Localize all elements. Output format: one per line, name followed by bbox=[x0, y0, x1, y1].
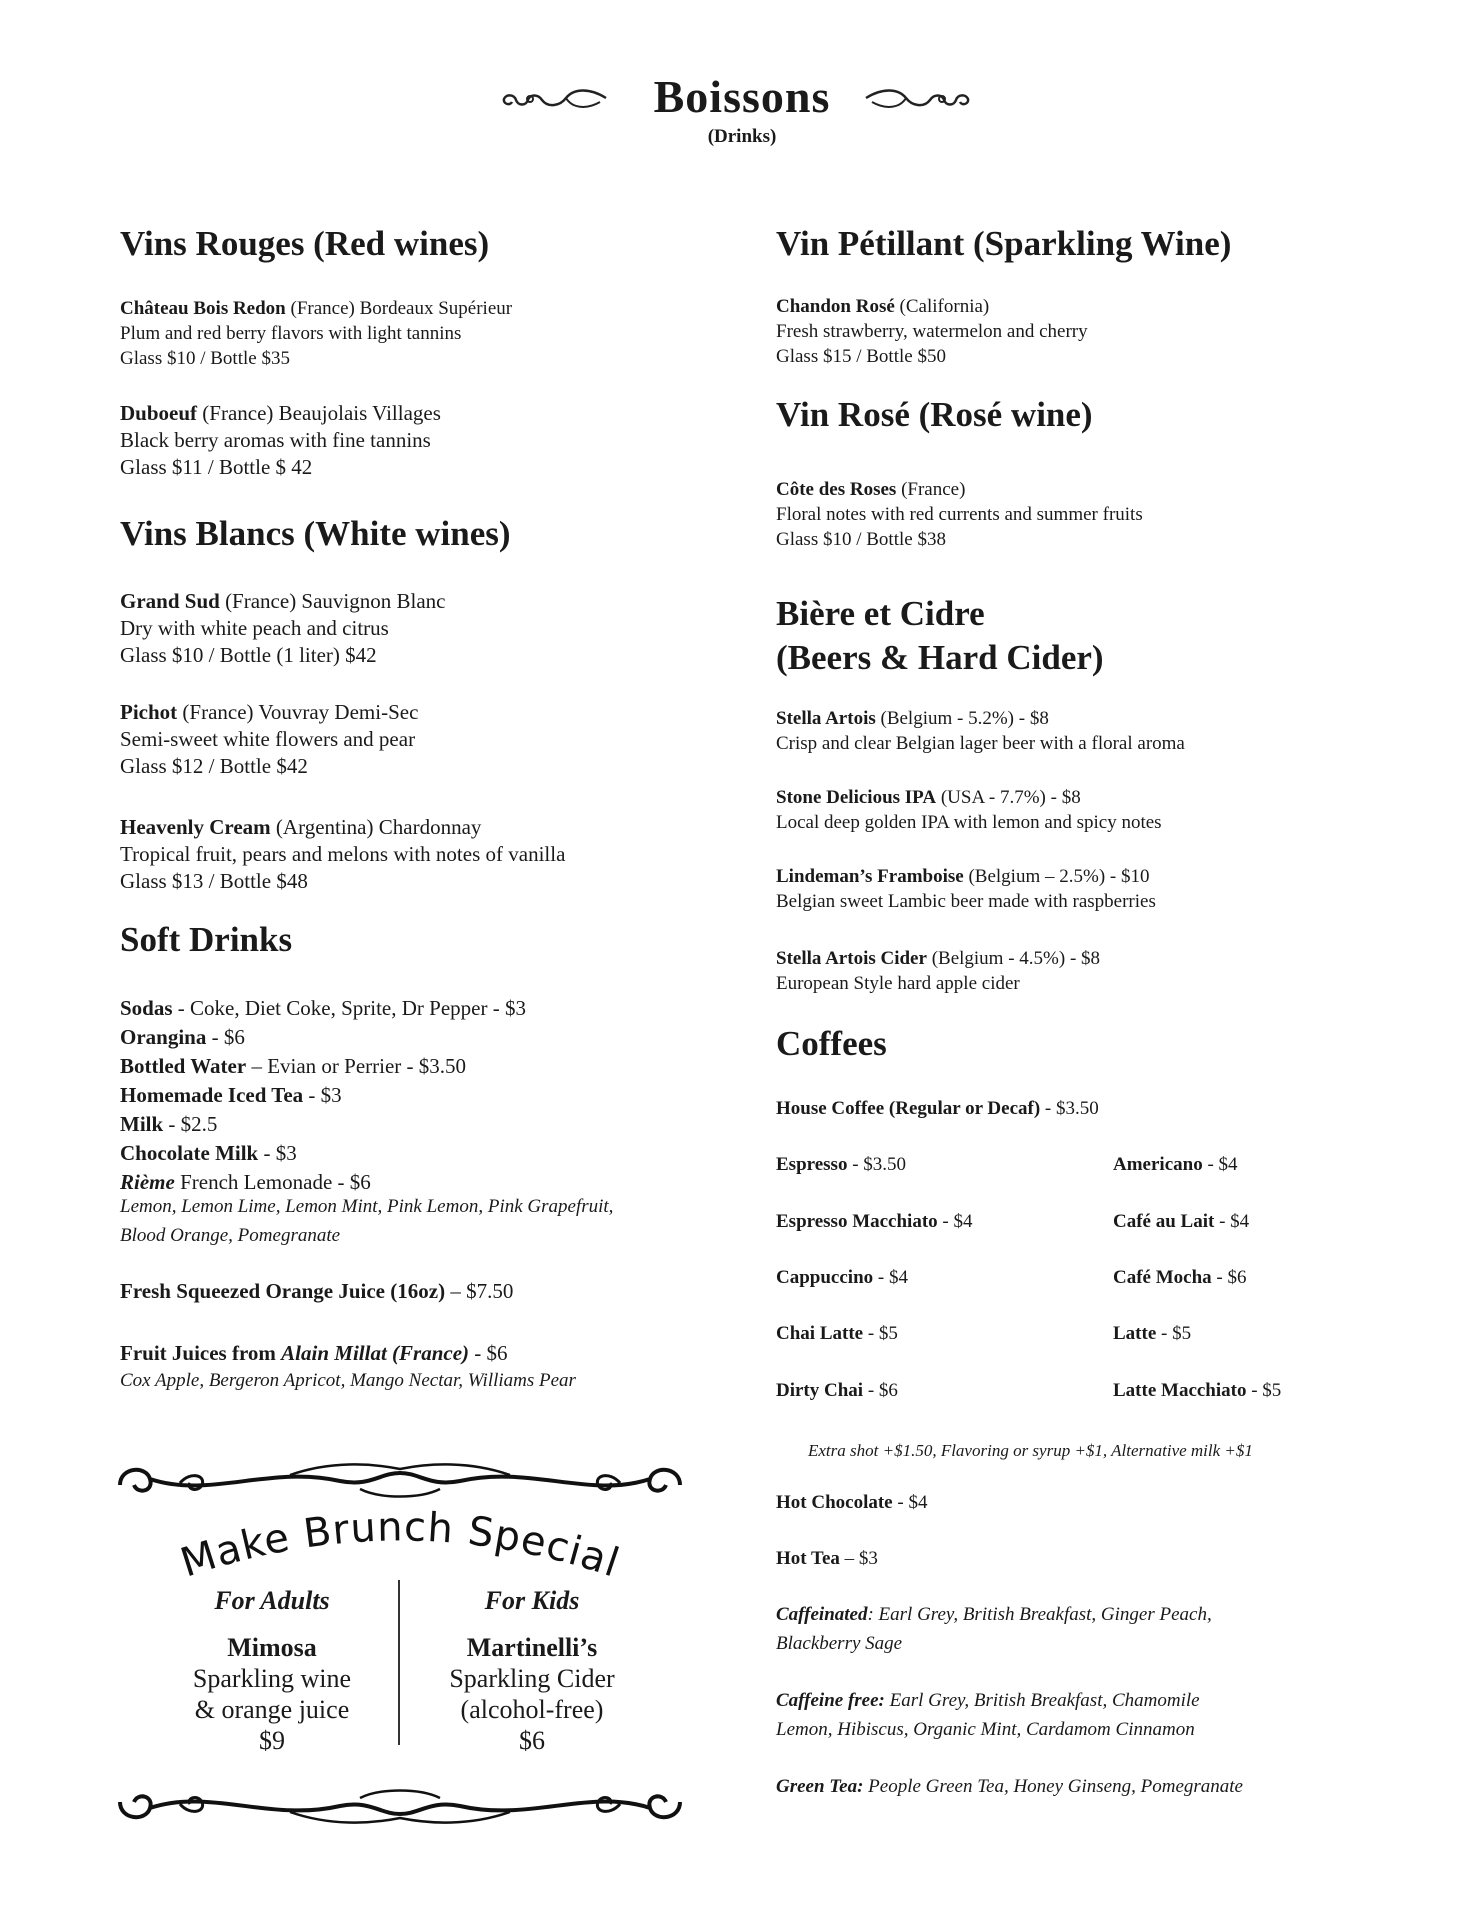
tea-list: Blackberry Sage bbox=[776, 1633, 903, 1654]
item-price: – $7.50 bbox=[445, 1279, 514, 1303]
item-name: Sodas bbox=[120, 996, 173, 1020]
list-item bbox=[120, 1052, 526, 1081]
offer-line: & orange juice bbox=[194, 1695, 350, 1724]
tea-category-label: Caffeine free: bbox=[776, 1690, 885, 1711]
sparkling-heading: Vin Pétillant (Sparkling Wine) bbox=[776, 224, 1232, 263]
item-detail: French Lemonade - $6 bbox=[174, 1170, 371, 1194]
item-detail: (France) Sauvignon Blanc bbox=[219, 589, 446, 613]
list-item bbox=[120, 1139, 526, 1168]
brunch-adults-heading: For Adults bbox=[214, 1586, 330, 1615]
item-detail: (Belgium – 2.5%) - $10 bbox=[963, 866, 1150, 887]
offer-line: Sparkling wine bbox=[192, 1664, 352, 1693]
item-price: - $6 bbox=[1211, 1267, 1247, 1288]
bottom-scroll-ornament bbox=[110, 1772, 690, 1832]
item-brand: Alain Millat (France) bbox=[281, 1341, 470, 1365]
item-price: Glass $10 / Bottle (1 liter) $42 bbox=[120, 643, 377, 667]
list-item bbox=[120, 1081, 526, 1110]
item-description: Dry with white peach and citrus bbox=[120, 616, 389, 640]
item-name: Dirty Chai bbox=[776, 1380, 864, 1401]
tea-category-label: Green Tea: bbox=[776, 1776, 864, 1797]
list-item bbox=[776, 785, 1162, 835]
item-price: Glass $10 / Bottle $35 bbox=[120, 348, 290, 369]
list-item bbox=[776, 946, 1100, 996]
item-name: Duboeuf bbox=[120, 401, 198, 425]
item-name: Latte bbox=[1113, 1323, 1157, 1344]
list-item bbox=[1113, 1152, 1238, 1177]
item-detail: (Belgium - 4.5%) - $8 bbox=[926, 948, 1101, 969]
item-description: European Style hard apple cider bbox=[776, 973, 1020, 994]
item-detail: - Coke, Diet Coke, Sprite, Dr Pepper - $3 bbox=[172, 996, 526, 1020]
item-name: Cappuccino bbox=[776, 1267, 874, 1288]
coffee-extras-note: Extra shot +$1.50, Flavoring or syrup +$1, Alternative milk +$1 bbox=[808, 1441, 1253, 1460]
item-description: Local deep golden IPA with lemon and spicy notes bbox=[776, 812, 1162, 833]
item-detail: (Argentina) Chardonnay bbox=[270, 815, 482, 839]
item-name: Espresso bbox=[776, 1154, 848, 1175]
list-item bbox=[776, 1378, 898, 1403]
right-flourish-ornament bbox=[862, 84, 972, 114]
flavor-line: Lemon, Lemon Lime, Lemon Mint, Pink Lemon, Pink Grapefruit, bbox=[120, 1196, 614, 1217]
svg-text:Make Brunch Special bbox=[175, 1504, 625, 1586]
list-item bbox=[120, 400, 441, 481]
brunch-title-text: Make Brunch Special bbox=[175, 1504, 626, 1587]
item-price: - $5 bbox=[1156, 1323, 1192, 1344]
item-detail: - $6 bbox=[206, 1025, 245, 1049]
item-name: Americano bbox=[1113, 1154, 1203, 1175]
item-price: - $4 bbox=[1202, 1154, 1238, 1175]
caffeine-free-teas bbox=[776, 1686, 1200, 1744]
tea-list: Lemon, Hibiscus, Organic Mint, Cardamom Cinnamon bbox=[776, 1719, 1195, 1740]
item-name: Stone Delicious IPA bbox=[776, 787, 937, 808]
item-name: Fresh Squeezed Orange Juice (16oz) bbox=[120, 1279, 446, 1303]
item-detail: – Evian or Perrier - $3.50 bbox=[246, 1054, 467, 1078]
fruit-juice-flavors: Cox Apple, Bergeron Apricot, Mango Nectar, Williams Pear bbox=[120, 1370, 576, 1391]
list-item bbox=[1113, 1265, 1247, 1290]
beers-heading-line: Bière et Cidre bbox=[776, 594, 985, 633]
item-name: Chocolate Milk bbox=[120, 1141, 259, 1165]
item-detail: - $3 bbox=[303, 1083, 342, 1107]
caffeinated-teas bbox=[776, 1600, 1212, 1658]
lemonade-flavors bbox=[120, 1192, 613, 1250]
item-name: House Coffee (Regular or Decaf) bbox=[776, 1098, 1041, 1119]
beers-heading bbox=[776, 592, 1104, 680]
list-item bbox=[776, 1152, 906, 1177]
soft-drinks-list bbox=[120, 994, 526, 1197]
item-name: Orangina bbox=[120, 1025, 207, 1049]
item-price: - $3.50 bbox=[1040, 1098, 1099, 1119]
item-price: - $4 bbox=[937, 1211, 973, 1232]
rose-heading: Vin Rosé (Rosé wine) bbox=[776, 395, 1093, 434]
item-name: Café Mocha bbox=[1113, 1267, 1212, 1288]
item-price: - $6 bbox=[469, 1341, 508, 1365]
list-item bbox=[1113, 1321, 1191, 1346]
item-price: - $3.50 bbox=[847, 1154, 907, 1175]
list-item bbox=[120, 1110, 526, 1139]
fruit-juice-item bbox=[120, 1340, 508, 1367]
item-name: Pichot bbox=[120, 700, 178, 724]
item-description: Tropical fruit, pears and melons with notes of vanilla bbox=[120, 842, 566, 866]
list-item bbox=[120, 1023, 526, 1052]
item-name: Bottled Water bbox=[120, 1054, 247, 1078]
item-price: - $6 bbox=[863, 1380, 898, 1401]
hot-tea-item bbox=[776, 1546, 878, 1571]
coffees-heading: Coffees bbox=[776, 1024, 887, 1063]
item-detail: (USA - 7.7%) - $8 bbox=[936, 787, 1081, 808]
item-price: Glass $15 / Bottle $50 bbox=[776, 346, 946, 367]
item-name: Rième bbox=[120, 1170, 175, 1194]
item-detail: (France) bbox=[896, 479, 966, 500]
item-detail: - $3 bbox=[258, 1141, 297, 1165]
item-description: Belgian sweet Lambic beer made with raspberries bbox=[776, 891, 1156, 912]
list-item bbox=[120, 296, 512, 371]
item-price: Glass $11 / Bottle $ 42 bbox=[120, 455, 313, 479]
flavor-line: Blood Orange, Pomegranate bbox=[120, 1225, 341, 1246]
list-item bbox=[776, 1209, 973, 1234]
item-name: Stella Artois bbox=[776, 708, 876, 729]
item-name: Grand Sud bbox=[120, 589, 220, 613]
item-price: - $5 bbox=[1246, 1380, 1282, 1401]
item-name: Lindeman’s Framboise bbox=[776, 866, 964, 887]
item-description: Fresh strawberry, watermelon and cherry bbox=[776, 321, 1088, 342]
page-title: Boissons bbox=[653, 71, 831, 122]
item-name: Homemade Iced Tea bbox=[120, 1083, 304, 1107]
tea-category-label: Caffeinated bbox=[776, 1604, 868, 1625]
item-name: Chai Latte bbox=[776, 1323, 864, 1344]
orange-juice-item bbox=[120, 1278, 513, 1305]
white-wines-heading: Vins Blancs (White wines) bbox=[120, 514, 511, 553]
offer-price: $6 bbox=[519, 1726, 545, 1755]
list-item bbox=[776, 706, 1185, 756]
item-detail: (Belgium - 5.2%) - $8 bbox=[875, 708, 1049, 729]
house-coffee-item bbox=[776, 1096, 1099, 1121]
page-subtitle: (Drinks) bbox=[707, 126, 777, 147]
beers-heading-line: (Beers & Hard Cider) bbox=[776, 638, 1104, 677]
list-item bbox=[120, 814, 565, 895]
item-description: Plum and red berry flavors with light tannins bbox=[120, 323, 462, 344]
offer-price: $9 bbox=[259, 1726, 285, 1755]
brunch-kids-offer bbox=[412, 1632, 652, 1756]
offer-name: Mimosa bbox=[227, 1633, 317, 1662]
item-name: Fruit Juices from bbox=[120, 1341, 282, 1365]
list-item bbox=[1113, 1209, 1249, 1234]
list-item bbox=[776, 1265, 908, 1290]
item-price: Glass $12 / Bottle $42 bbox=[120, 754, 308, 778]
item-price: – $3 bbox=[839, 1548, 878, 1569]
list-item bbox=[120, 588, 446, 669]
item-price: - $4 bbox=[873, 1267, 908, 1288]
list-item bbox=[120, 994, 526, 1023]
item-name: Côte des Roses bbox=[776, 479, 897, 500]
offer-name: Martinelli’s bbox=[466, 1633, 598, 1662]
item-detail: (France) Vouvray Demi-Sec bbox=[177, 700, 419, 724]
item-name: Espresso Macchiato bbox=[776, 1211, 938, 1232]
item-name: Heavenly Cream bbox=[120, 815, 271, 839]
green-teas bbox=[776, 1772, 1243, 1801]
list-item bbox=[776, 864, 1156, 914]
list-item bbox=[120, 699, 418, 780]
item-price: - $5 bbox=[863, 1323, 898, 1344]
brunch-title bbox=[150, 1488, 650, 1598]
brunch-divider bbox=[398, 1580, 400, 1745]
list-item bbox=[776, 1321, 898, 1346]
tea-list: : Earl Grey, British Breakfast, Ginger Peach, bbox=[867, 1604, 1212, 1625]
item-name: Hot Tea bbox=[776, 1548, 840, 1569]
item-name: Château Bois Redon bbox=[120, 298, 286, 319]
item-name: Milk bbox=[120, 1112, 164, 1136]
offer-line: (alcohol-free) bbox=[460, 1695, 604, 1724]
hot-chocolate-item bbox=[776, 1490, 927, 1515]
item-name: Café au Lait bbox=[1113, 1211, 1215, 1232]
item-price: Glass $10 / Bottle $38 bbox=[776, 529, 946, 550]
item-name: Stella Artois Cider bbox=[776, 948, 927, 969]
item-name: Chandon Rosé bbox=[776, 296, 895, 317]
item-detail: (California) bbox=[894, 296, 990, 317]
item-price: - $4 bbox=[1214, 1211, 1250, 1232]
item-name: Hot Chocolate bbox=[776, 1492, 893, 1513]
item-description: Semi-sweet white flowers and pear bbox=[120, 727, 416, 751]
brunch-adults-offer bbox=[152, 1632, 392, 1756]
item-price: Glass $13 / Bottle $48 bbox=[120, 869, 308, 893]
item-detail: (France) Beaujolais Villages bbox=[197, 401, 441, 425]
item-description: Black berry aromas with fine tannins bbox=[120, 428, 431, 452]
item-description: Floral notes with red currents and summer fruits bbox=[776, 504, 1143, 525]
offer-line: Sparkling Cider bbox=[449, 1664, 615, 1693]
item-detail: - $2.5 bbox=[163, 1112, 218, 1136]
list-item bbox=[776, 477, 1143, 552]
list-item bbox=[776, 294, 1088, 369]
soft-drinks-heading: Soft Drinks bbox=[120, 920, 293, 959]
item-detail: (France) Bordeaux Supérieur bbox=[285, 298, 513, 319]
item-description: Crisp and clear Belgian lager beer with a floral aroma bbox=[776, 733, 1185, 754]
tea-list: People Green Tea, Honey Ginseng, Pomegranate bbox=[863, 1776, 1243, 1797]
brunch-kids-heading: For Kids bbox=[484, 1586, 580, 1615]
red-wines-heading: Vins Rouges (Red wines) bbox=[120, 224, 490, 263]
item-name: Latte Macchiato bbox=[1113, 1380, 1247, 1401]
item-price: - $4 bbox=[892, 1492, 928, 1513]
tea-list: Earl Grey, British Breakfast, Chamomile bbox=[884, 1690, 1200, 1711]
list-item bbox=[1113, 1378, 1281, 1403]
